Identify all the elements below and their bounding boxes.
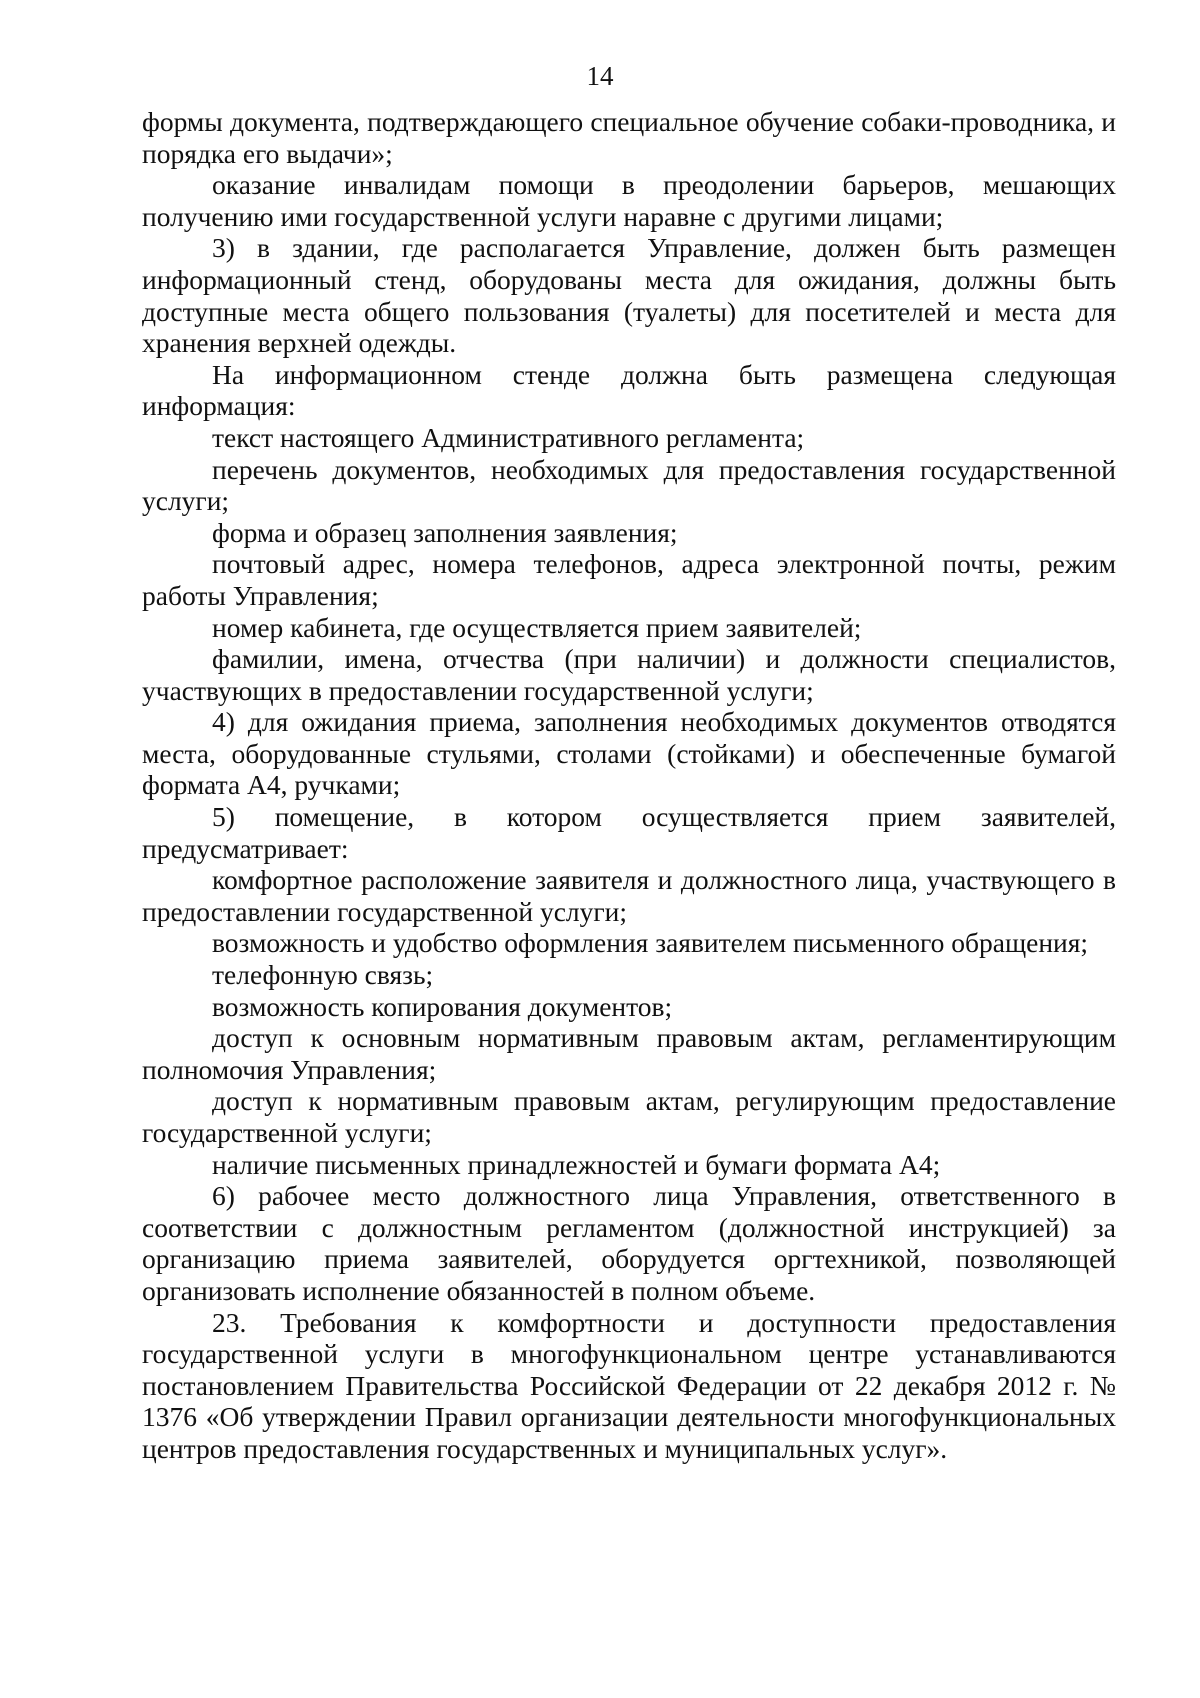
paragraph: На информационном стенде должна быть размещена следующая информация:	[142, 358, 1116, 422]
paragraph: 6) рабочее место должностного лица Управления, ответственного в соответствии с должностным регламентом (должностной инструкцией) за организацию приема заявителей, оборудуется оргтехникой, позволяющей организовать исполнение обязанностей в полном объеме.	[142, 1180, 1116, 1306]
paragraph: наличие письменных принадлежностей и бумаги формата А4;	[212, 1148, 941, 1180]
paragraph: возможность копирования документов;	[212, 990, 673, 1022]
paragraph: телефонную связь;	[212, 959, 434, 991]
paragraph-continuation: формы документа, подтверждающего специальное обучение собаки-проводника, и порядка его выдачи»;	[142, 106, 1116, 169]
paragraph: почтовый адрес, номера телефонов, адреса электронной почты, режим работы Управления;	[142, 548, 1116, 611]
document-body	[142, 106, 1116, 1465]
paragraph: 5) помещение, в котором осуществляется прием заявителей, предусматривает:	[142, 801, 1116, 864]
paragraph: 23. Требования к комфортности и доступности предоставления государственной услуги в многофункциональном центре устанавливаются постановлением Правительства Российской Федерации от 22 декабря 2012 г. № 1376 «Об утверждении Правил организации деятельности многофункциональных центров предоставления государственных и муниципальных услуг».	[142, 1306, 1116, 1464]
paragraph: перечень документов, необходимых для предоставления государственной услуги;	[142, 453, 1116, 517]
paragraph: доступ к основным нормативным правовым актам, регламентирующим полномочия Управления;	[142, 1022, 1116, 1085]
paragraph: форма и образец заполнения заявления;	[212, 516, 678, 548]
paragraph: 4) для ожидания приема, заполнения необходимых документов отводятся места, оборудованные стульями, столами (стойками) и обеспеченные бумагой формата А4, ручками;	[142, 706, 1116, 801]
paragraph: текст настоящего Административного регламента;	[212, 421, 805, 453]
paragraph: фамилии, имена, отчества (при наличии) и должности специалистов, участвующих в предоставлении государственной услуги;	[142, 643, 1116, 706]
paragraph: оказание инвалидам помощи в преодолении барьеров, мешающих получению ими государственной услуги наравне с другими лицами;	[142, 169, 1116, 232]
paragraph: доступ к нормативным правовым актам, регулирующим предоставление государственной услуги;	[142, 1085, 1116, 1148]
paragraph: номер кабинета, где осуществляется прием заявителей;	[212, 611, 862, 643]
paragraph: возможность и удобство оформления заявителем письменного обращения;	[212, 927, 1089, 959]
paragraph: комфортное расположение заявителя и должностного лица, участвующего в предоставлении государственной услуги;	[142, 864, 1116, 927]
page-number: 14	[586, 61, 614, 91]
paragraph: 3) в здании, где располагается Управление, должен быть размещен информационный стенд, оборудованы места для ожидания, должны быть доступные места общего пользования (туалеты) для посетителей и места для хранения верхней одежды.	[142, 232, 1116, 359]
